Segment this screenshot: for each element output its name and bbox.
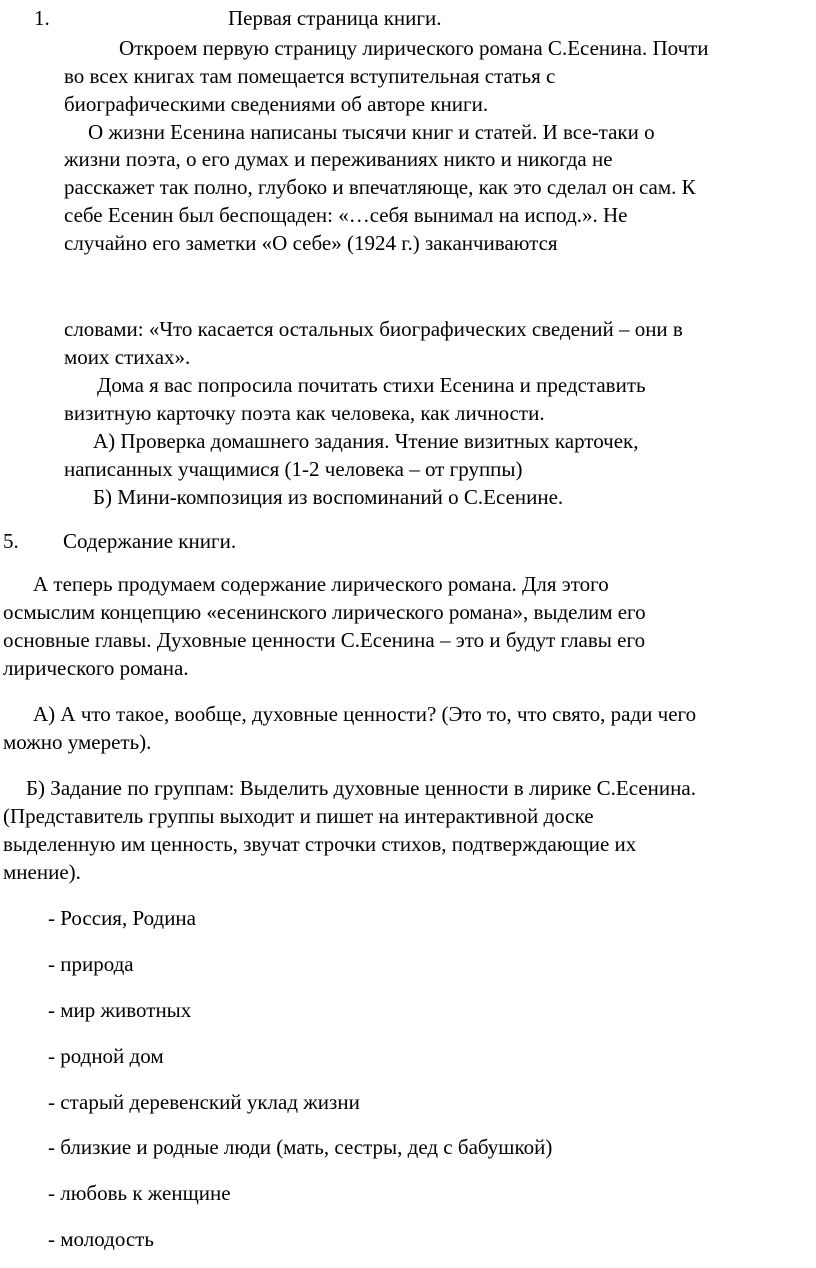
section-5-title: Содержание книги. [63, 529, 237, 553]
section-1-line: моих стихах». [64, 345, 191, 369]
section-1-line: во всех книгах там помещается вступительная статья с [64, 64, 556, 88]
section-5-number: 5. [3, 529, 19, 553]
section-5-para1-line: лирического романа. [3, 656, 189, 680]
section-1-number: 1. [34, 6, 50, 30]
section-1-line: словами: «Что касается остальных биографических сведений – они в [64, 317, 683, 341]
values-list-item: - мир животных [48, 998, 192, 1022]
section-1-line: Откроем первую страницу лирического романа С.Есенина. Почти [119, 36, 709, 60]
section-1-line: случайно его заметки «О себе» (1924 г.) заканчиваются [64, 231, 558, 255]
section-1-line: жизни поэта, о его думах и переживаниях никто и никогда не [64, 147, 613, 171]
section-1-line: себе Есенин был беспощаден: «…себя вынимал на испод.». Не [64, 203, 628, 227]
values-list-item: - природа [48, 952, 134, 976]
section-5-para2-line: можно умереть). [3, 730, 152, 754]
section-1-line: О жизни Есенина написаны тысячи книг и статей. И все-таки о [88, 120, 655, 144]
section-5-para2-line: А) А что такое, вообще, духовные ценности? (Это то, что свято, ради чего [33, 702, 697, 726]
values-list-item: - близкие и родные люди (мать, сестры, дед с бабушкой) [48, 1135, 553, 1159]
section-1-line: биографическими сведениями об авторе книги. [64, 92, 489, 116]
section-5-para3-line: Б) Задание по группам: Выделить духовные ценности в лирике С.Есенина. [26, 776, 696, 800]
section-1-line: Б) Мини-композиция из воспоминаний о С.Есенине. [93, 485, 564, 509]
section-1-line: визитную карточку поэта как человека, как личности. [64, 401, 545, 425]
section-5-para1-line: А теперь продумаем содержание лирического романа. Для этого [33, 572, 609, 596]
section-5-para3-line: мнение). [3, 860, 81, 884]
values-list-item: - старый деревенский уклад жизни [48, 1090, 360, 1114]
section-1-line: расскажет так полно, глубоко и впечатляюще, как это сделал он сам. К [64, 175, 696, 199]
section-1-line: А) Проверка домашнего задания. Чтение визитных карточек, [93, 429, 639, 453]
values-list-item: - молодость [48, 1227, 154, 1251]
section-5-para1-line: основные главы. Духовные ценности С.Есенина – это и будут главы его [3, 628, 646, 652]
section-1-line: написанных учащимися (1-2 человека – от группы) [64, 457, 523, 481]
values-list-item: - родной дом [48, 1044, 164, 1068]
section-5-para3-line: (Представитель группы выходит и пишет на интерактивной доске [3, 804, 594, 828]
section-1-line: Дома я вас попросила почитать стихи Есенина и представить [97, 373, 646, 397]
values-list-item: - Россия, Родина [48, 906, 196, 930]
values-list-item: - любовь к женщине [48, 1181, 231, 1205]
section-5-para1-line: осмыслим концепцию «есенинского лирического романа», выделим его [3, 600, 646, 624]
section-5-para3-line: выделенную им ценность, звучат строчки стихов, подтверждающие их [3, 832, 637, 856]
section-1-title: Первая страница книги. [228, 6, 442, 30]
